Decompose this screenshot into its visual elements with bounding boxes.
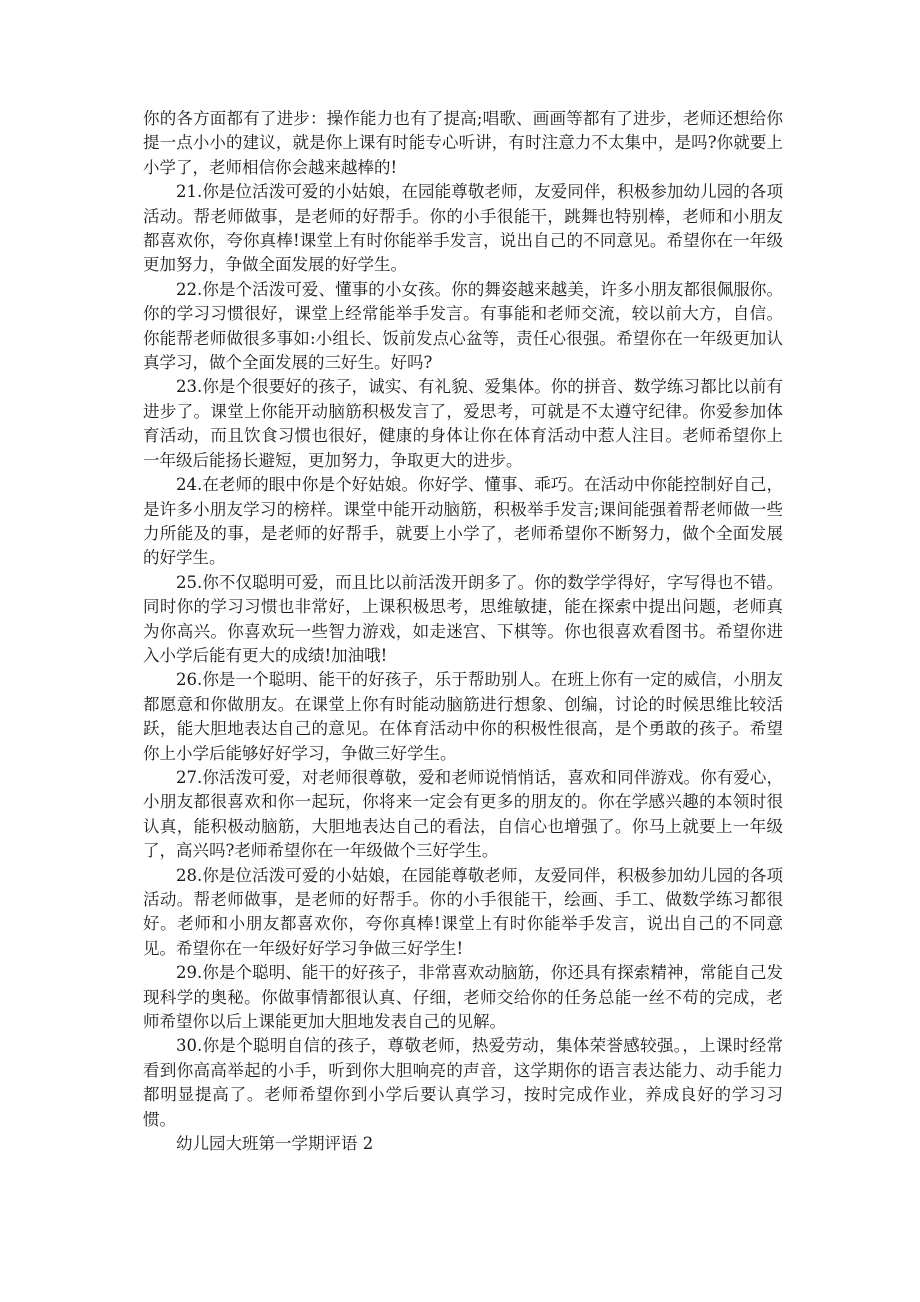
comment-22: 22.你是个活泼可爱、懂事的小女孩。你的舞姿越来越美，许多小朋友都很佩服你。你的学习习惯很好，课堂上经常能举手发言。有事能和老师交流，较以前大方，自信。你能帮老师做很多事如:小组长、饭前发点心盆等，责任心很强。希望你在一年级更加认真学习，做个全面发展的三好生。好吗? xyxy=(143,279,783,373)
section-heading: 幼儿园大班第一学期评语 2 xyxy=(176,1134,374,1154)
document-body xyxy=(143,107,783,1156)
comment-24: 24.在老师的眼中你是个好姑娘。你好学、懂事、乖巧。在活动中你能控制好自己，是许多小朋友学习的榜样。课堂中能开动脑筋，积极举手发言;课间能强着帮老师做一些力所能及的事，是老师的好帮手，就要上小学了，老师希望你不断努力，做个全面发展的好学生。 xyxy=(143,475,783,568)
comment-21: 21.你是位活泼可爱的小姑娘，在园能尊敬老师，友爱同伴，积极参加幼儿园的各项活动。帮老师做事，是老师的好帮手。你的小手很能干，跳舞也特别棒，老师和小朋友都喜欢你，夸你真棒!课堂上有时你能举手发言，说出自己的不同意见。希望你在一年级更加努力，争做全面发展的好学生。 xyxy=(143,182,783,275)
intro-paragraph: 你的各方面都有了进步：操作能力也有了提高;唱歌、画画等都有了进步，老师还想给你提一点小小的建议，就是你上课有时能专心听讲，有时注意力不太集中，是吗?你就要上小学了，老师相信你会越来越棒的! xyxy=(143,109,783,177)
comment-29: 29.你是个聪明、能干的好孩子，非常喜欢动脑筋，你还具有探索精神，常能自己发现科学的奥秘。你做事情都很认真、仔细，老师交给你的任务总能一丝不苟的完成，老师希望你以后上课能更加大胆地发表自己的见解。 xyxy=(143,963,783,1032)
comment-23: 23.你是个很要好的孩子，诚实、有礼貌、爱集体。你的拼音、数学练习都比以前有进步了。课堂上你能开动脑筋积极发言了，爱思考，可就是不太遵守纪律。你爱参加体育活动，而且饮食习惯也很好，健康的身体让你在体育活动中惹人注目。老师希望你上一年级后能扬长避短，更加努力，争取更大的进步。 xyxy=(143,377,783,470)
comment-25: 25.你不仅聪明可爱，而且比以前活泼开朗多了。你的数学学得好，字写得也不错。同时你的学习习惯也非常好，上课积极思考，思维敏捷，能在探索中提出问题，老师真为你高兴。你喜欢玩一些智力游戏，如走迷宫、下棋等。你也很喜欢看图书。希望你进入小学后能有更大的成绩!加油哦! xyxy=(143,572,783,665)
comment-27: 27.你活泼可爱，对老师很尊敬，爱和老师说悄悄话，喜欢和同伴游戏。你有爱心，小朋友都很喜欢和你一起玩，你将来一定会有更多的朋友的。你在学感兴趣的本领时很认真，能积极动脑筋，大胆地表达自己的看法，自信心也增强了。你马上就要上一年级了，高兴吗?老师希望你在一年级做个三好学生。 xyxy=(143,767,783,861)
comment-26: 26.你是一个聪明、能干的好孩子，乐于帮助别人。在班上你有一定的威信，小朋友都愿意和你做朋友。在课堂上你有时能动脑筋进行想象、创编，讨论的时候思维比较活跃，能大胆地表达自己的意见。在体育活动中你的积极性很高，是个勇敢的孩子。希望你上小学后能够好好学习，争做三好学生。 xyxy=(143,670,783,763)
comment-28: 28.你是位活泼可爱的小姑娘，在园能尊敬老师，友爱同伴，积极参加幼儿园的各项活动。帮老师做事，是老师的好帮手。你的小手很能干，绘画、手工、做数学练习都很好。老师和小朋友都喜欢你，夸你真棒!课堂上有时你能举手发言，说出自己的不同意见。希望你在一年级好好学习争做三好学生! xyxy=(143,865,783,958)
comment-30: 30.你是个聪明自信的孩子，尊敬老师，热爱劳动，集体荣誉感较强。，上课时经常看到你高高举起的小手，听到你大胆响亮的声音，这学期你的语言表达能力、动手能力都明显提高了。老师希望你到小学后要认真学习，按时完成作业，养成良好的学习习惯。 xyxy=(143,1036,783,1129)
